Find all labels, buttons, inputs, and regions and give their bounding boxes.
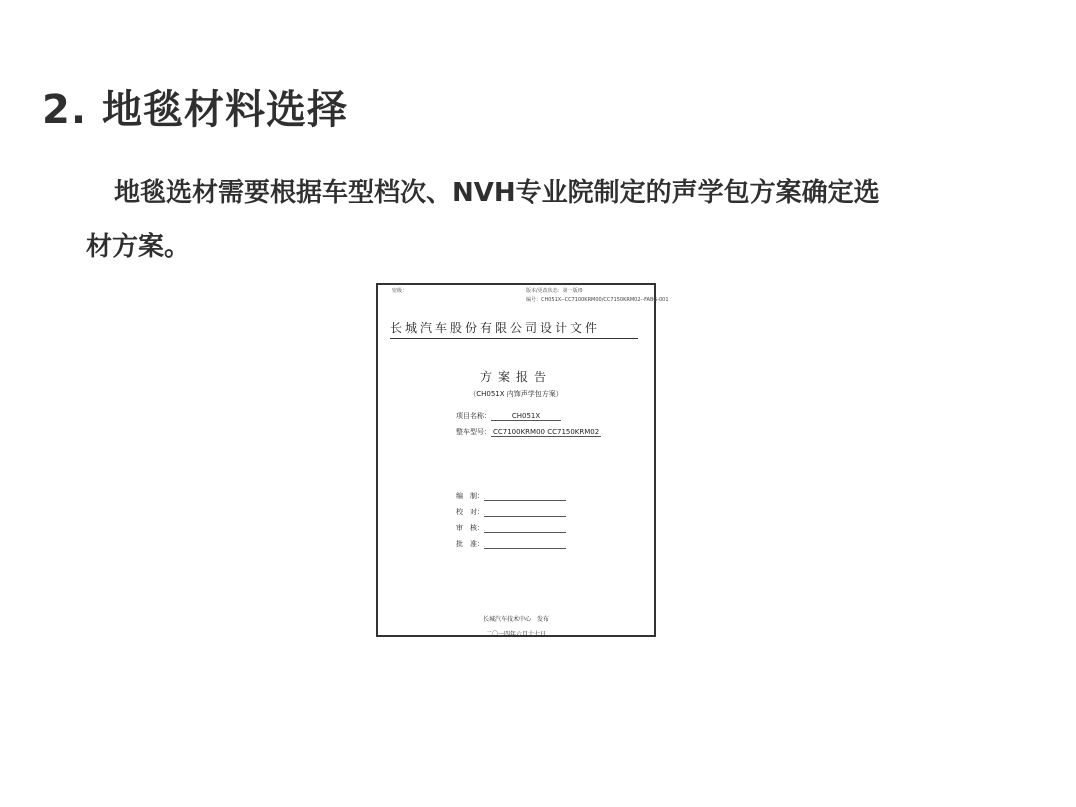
doc-sign-approve-label: 批 准：: [456, 540, 484, 548]
doc-model-field: [456, 427, 601, 437]
doc-project-field: [456, 411, 561, 421]
doc-sign-line: [484, 509, 566, 517]
body-line-2: 材方案。: [86, 232, 191, 262]
doc-report-subtitle: （CH051X 内饰声学包方案）: [469, 390, 563, 398]
doc-sign-approve: [456, 539, 566, 549]
body-line-1: 地毯选材需要根据车型档次、NVH专业院制定的声学包方案确定选: [114, 178, 880, 208]
doc-sign-review: [456, 523, 566, 533]
body-paragraph: [86, 166, 1006, 274]
doc-sign-line: [484, 493, 566, 501]
doc-project-value: CH051X: [491, 412, 561, 421]
doc-company-heading: 长城汽车股份有限公司设计文件: [390, 319, 638, 339]
doc-issuer: 长城汽车技术中心 发布: [482, 616, 549, 623]
doc-sign-review-label: 审 核：: [456, 524, 484, 532]
doc-project-label: 项目名称：: [456, 412, 491, 420]
doc-version: 版本/更改状态：第一版/0: [526, 288, 583, 294]
doc-sign-check: [456, 507, 566, 517]
document-cover-image: [376, 283, 669, 638]
doc-model-value: CC7100KRM00 CC7150KRM02: [493, 428, 600, 436]
doc-date: 二〇一四年六月十七日: [485, 631, 546, 638]
doc-sign-compile: [456, 491, 566, 501]
doc-number: 编号：CH051X--CC7100KRM00/CC7150KRM02--FABG-001: [526, 297, 669, 303]
doc-sign-line: [484, 541, 566, 549]
doc-sign-check-label: 校 对：: [456, 508, 484, 516]
doc-model-label: 整车型号：: [456, 428, 491, 436]
doc-report-title: 方案报告: [479, 370, 552, 384]
doc-sign-compile-label: 编 制：: [456, 492, 484, 500]
slide-title: 2. 地毯材料选择: [42, 87, 348, 133]
doc-security-level: 密级：: [392, 288, 408, 294]
doc-sign-line: [484, 525, 566, 533]
